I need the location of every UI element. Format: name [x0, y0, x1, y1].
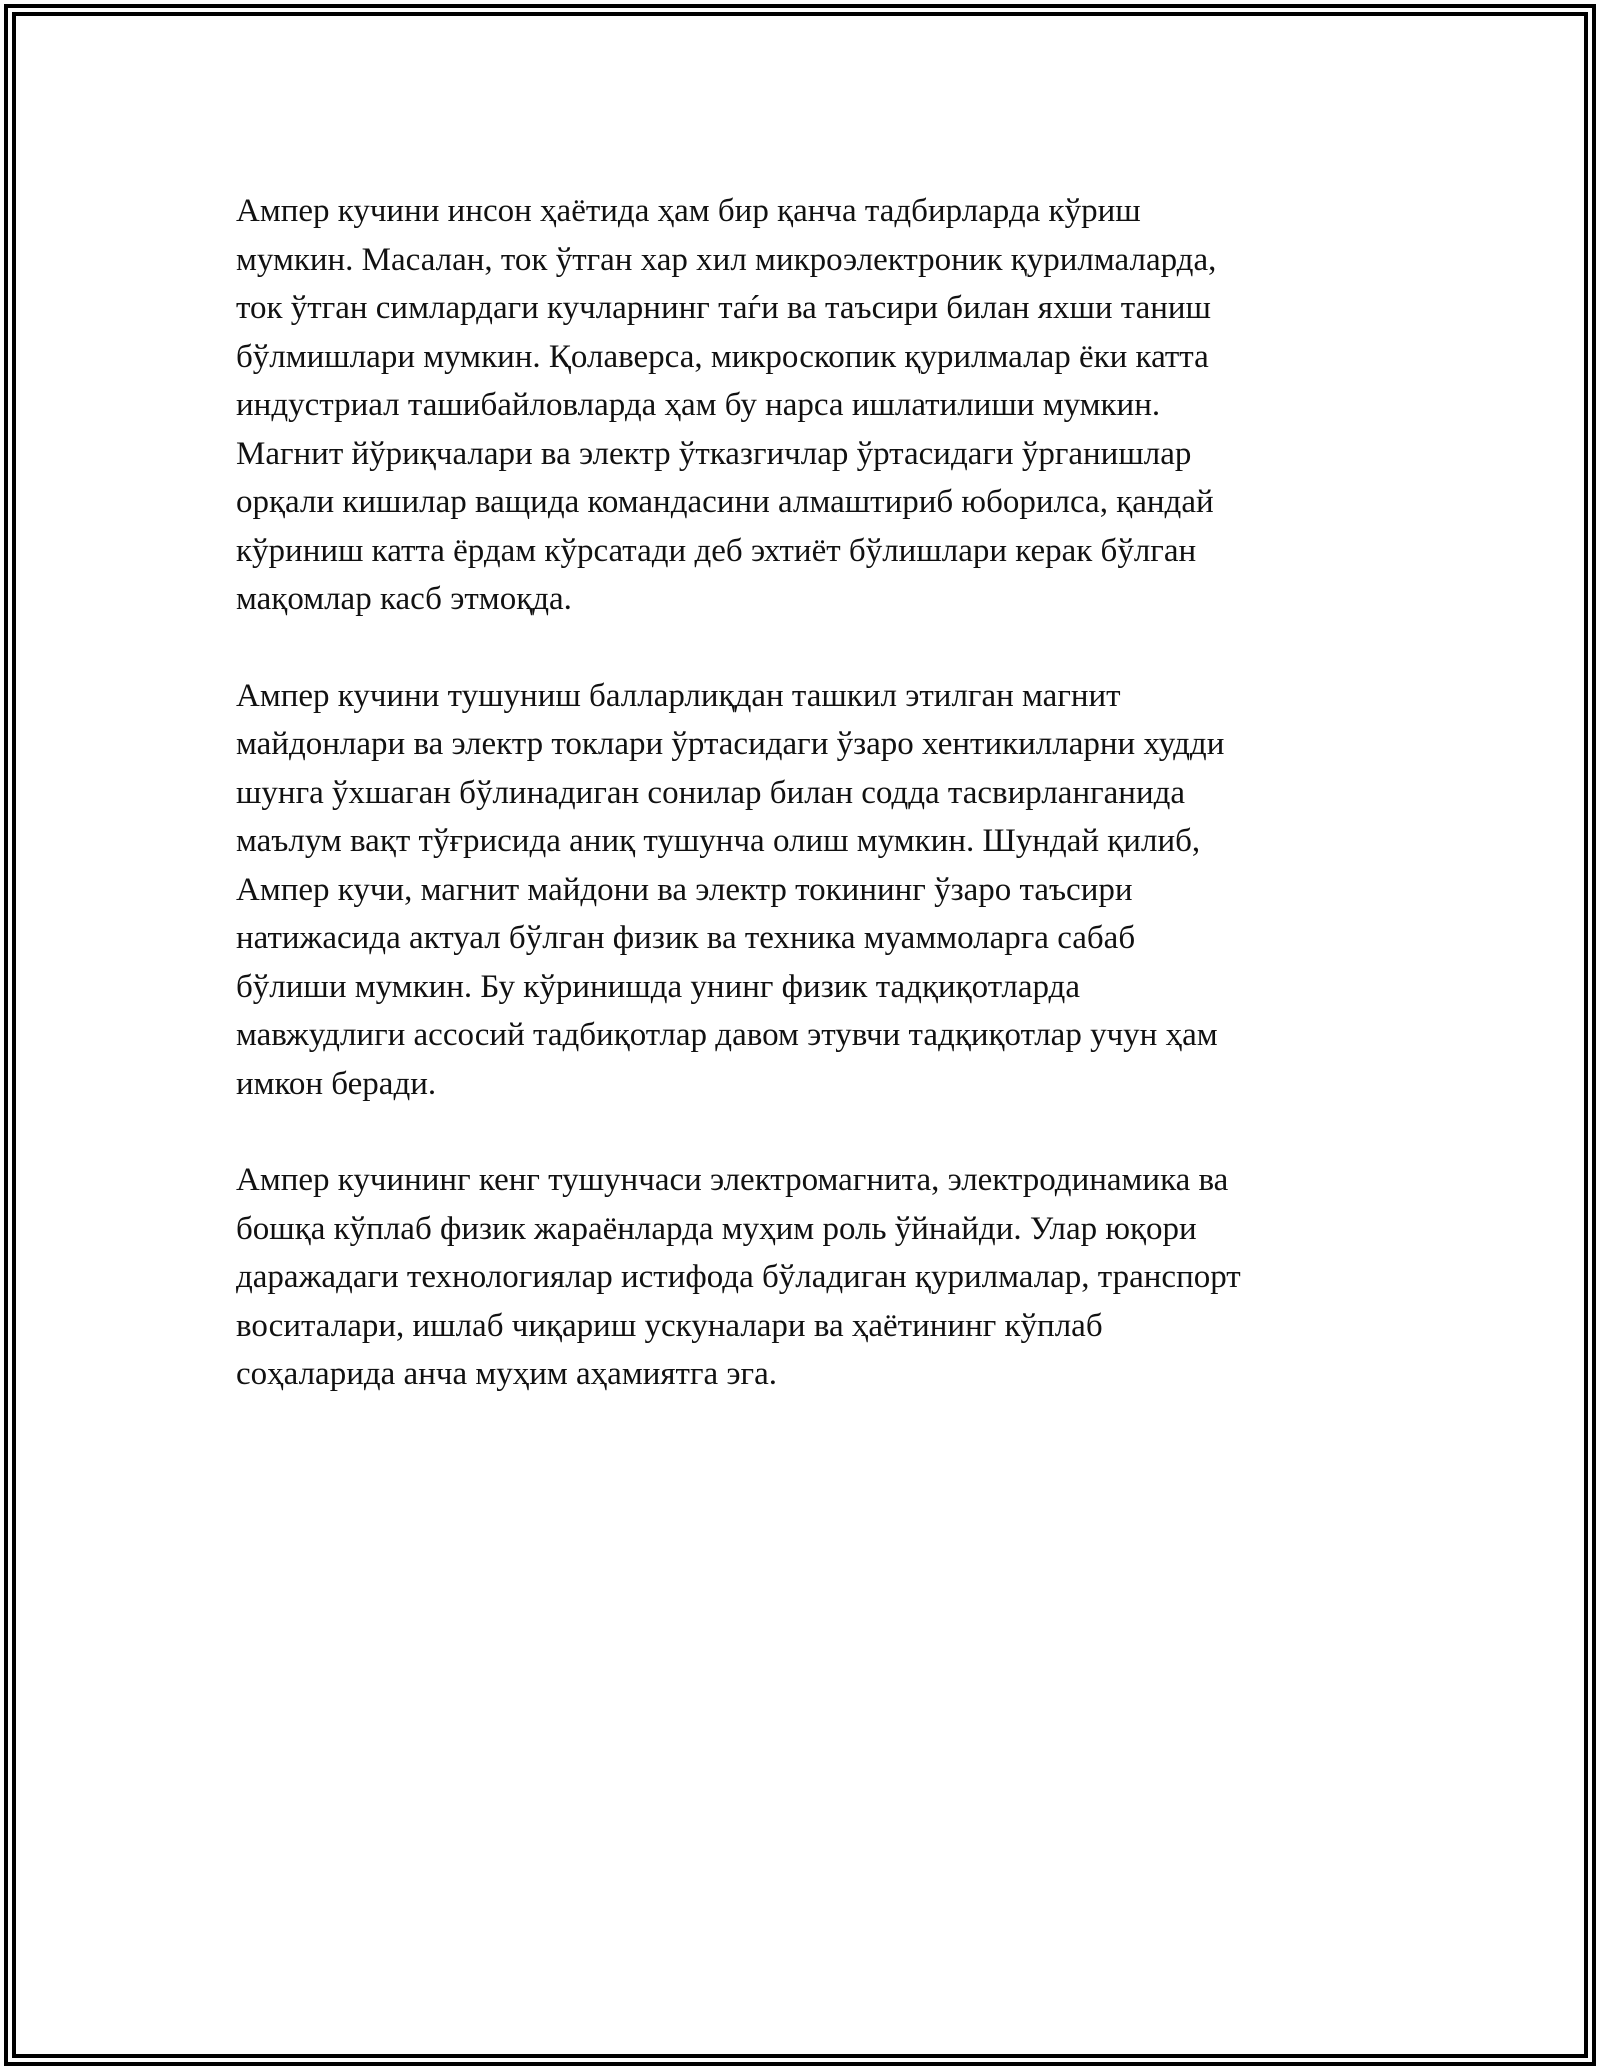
paragraph-3: Ампер кучининг кенг тушунчаси электромагнита, электродинамика ва бошқа кўплаб физик жараёнларда муҳим роль ўйнайди. Улар юқори даражадаги технологиялар истифода бўладиган қурилмалар, транспорт воситалари, ишлаб чиқариш ускуналари ва ҳаётининг кўплаб соҳаларида анча муҳим аҳамиятга эга.	[236, 1162, 1241, 1392]
paragraph-1: Ампер кучини инсон ҳаётида ҳам бир қанча тадбирларда кўриш мумкин. Масалан, ток ўтган хар хил микроэлектроник қурилмаларда, ток ўтган симлардаги кучларнинг таѓи ва таъсири билан яхши таниш бўлмишлари мумкин. Қолаверса, микроскопик қурилмалар ёки катта индустриал ташибайловларда ҳам бу нарса ишлатилиши мумкин. Магнит йўриқчалари ва электр ўтказгичлар ўртасидаги ўрганишлар орқали кишилар ващида командасини алмаштириб юборилса, қандай кўриниш катта ёрдам кўрсатади деб эхтиёт бўлишлари керак бўлган мақомлар касб этмоқда.	[236, 193, 1217, 617]
paragraph-2: Ампер кучини тушуниш балларлиқдан ташкил этилган магнит майдонлари ва электр токлари ўртасидаги ўзаро хентикилларни худди шунга ўхшаган бўлинадиган сонилар билан содда тасвирланганида маълум вақт тўғрисида аниқ тушунча олиш мумкин. Шундай қилиб, Ампер кучи, магнит майдони ва электр токининг ўзаро таъсири натижасида актуал бўлган физик ва техника муаммоларга сабаб бўлиши мумкин. Бу кўринишда унинг физик тадқиқотларда мавжудлиги ассосий тадбиқотлар давом этувчи тадқиқотлар учун ҳам имкон беради.	[236, 677, 1225, 1102]
document-body	[236, 187, 1386, 1447]
